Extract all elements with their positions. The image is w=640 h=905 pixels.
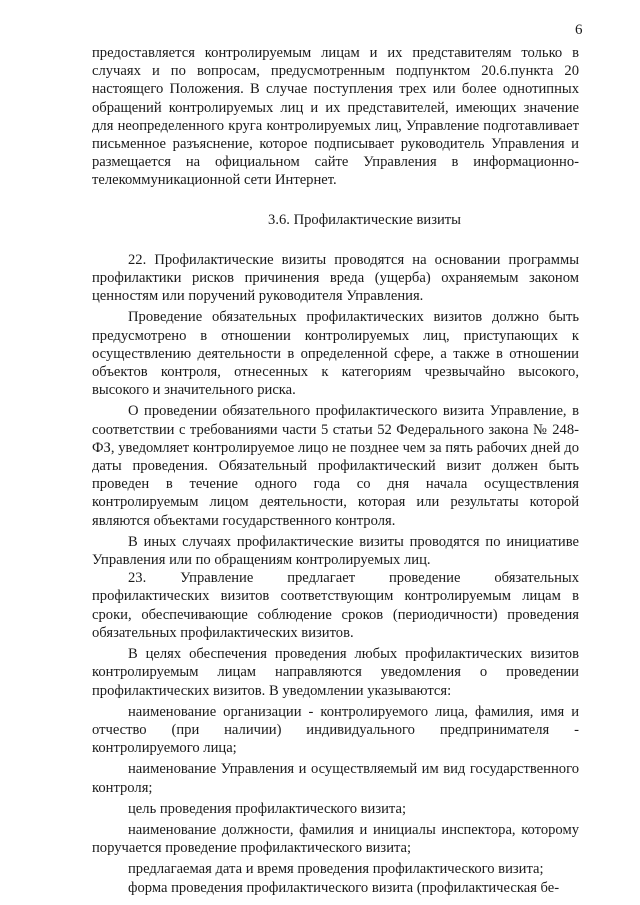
section-heading: 3.6. Профилактические визиты	[268, 211, 461, 228]
paragraph: О проведении обязательного профилактического визита Управление, в соответствии с требованиями части 5 статьи 52 Федерального закона № 248-ФЗ, уведомляет контролируемое лицо не позднее чем за пять рабочих дней до даты проведения. Обязательный профилактический визит должен быть проведен в течение одного года со дня начала осуществления контролируемым лицом деятельности, которая или результаты которой являются объектами государственного контроля.	[92, 403, 579, 529]
paragraph-continuation: предоставляется контролируемым лицам и их представителям только в случаях и по вопросам, предусмотренным подпунктом 20.6.пункта 20 настоящего Положения. В случае поступления трех или более однотипных обращений контролируемых лиц и их представителей, имеющих значение для неопределенного круга контролируемых лиц, Управление подготавливает письменное разъяснение, которое подписывает руководитель Управления и размещается на официальном сайте Управления в информационно-телекоммуникационной сети Интернет.	[92, 45, 579, 189]
paragraph: Проведение обязательных профилактических визитов должно быть предусмотрено в отношении контролируемых лиц, приступающих к осуществлению деятельности в определенной сфере, а также в отношении объектов контроля, отнесенных к категориям чрезвычайно высокого, высокого и значительного риска.	[92, 309, 579, 399]
paragraph: В иных случаях профилактические визиты проводятся по инициативе Управления или по обращениям контролируемых лиц.	[92, 533, 579, 569]
list-item: цель проведения профилактического визита;	[128, 800, 407, 817]
page-number: 6	[575, 22, 583, 38]
list-item: наименование должности, фамилия и инициалы инспектора, которому поручается проведение профилактического визита;	[92, 821, 579, 857]
paragraph: 22. Профилактические визиты проводятся на основании программы профилактики рисков причинения вреда (ущерба) охраняемым законом ценностям или поручений руководителя Управления.	[92, 251, 579, 305]
paragraph: В целях обеспечения проведения любых профилактических визитов контролируемым лицам направляются уведомления о проведении профилактических визитов. В уведомлении указываются:	[92, 646, 579, 699]
list-item: форма проведения профилактического визита (профилактическая бе-	[128, 879, 560, 896]
paragraph: 23. Управление предлагает проведение обязательных профилактических визитов соответствующим контролируемым лицам в сроки, обеспечивающие соблюдение сроков (периодичности) проведения обязательных профилактических визитов.	[92, 570, 579, 641]
document-body	[92, 44, 579, 897]
list-item: наименование Управления и осуществляемый им вид государственного контроля;	[92, 761, 579, 796]
list-item: предлагаемая дата и время проведения профилактического визита;	[128, 861, 544, 878]
list-item: наименование организации - контролируемого лица, фамилия, имя и отчество (при наличии) индивидуального предпринимателя - контролируемого лица;	[92, 703, 579, 757]
